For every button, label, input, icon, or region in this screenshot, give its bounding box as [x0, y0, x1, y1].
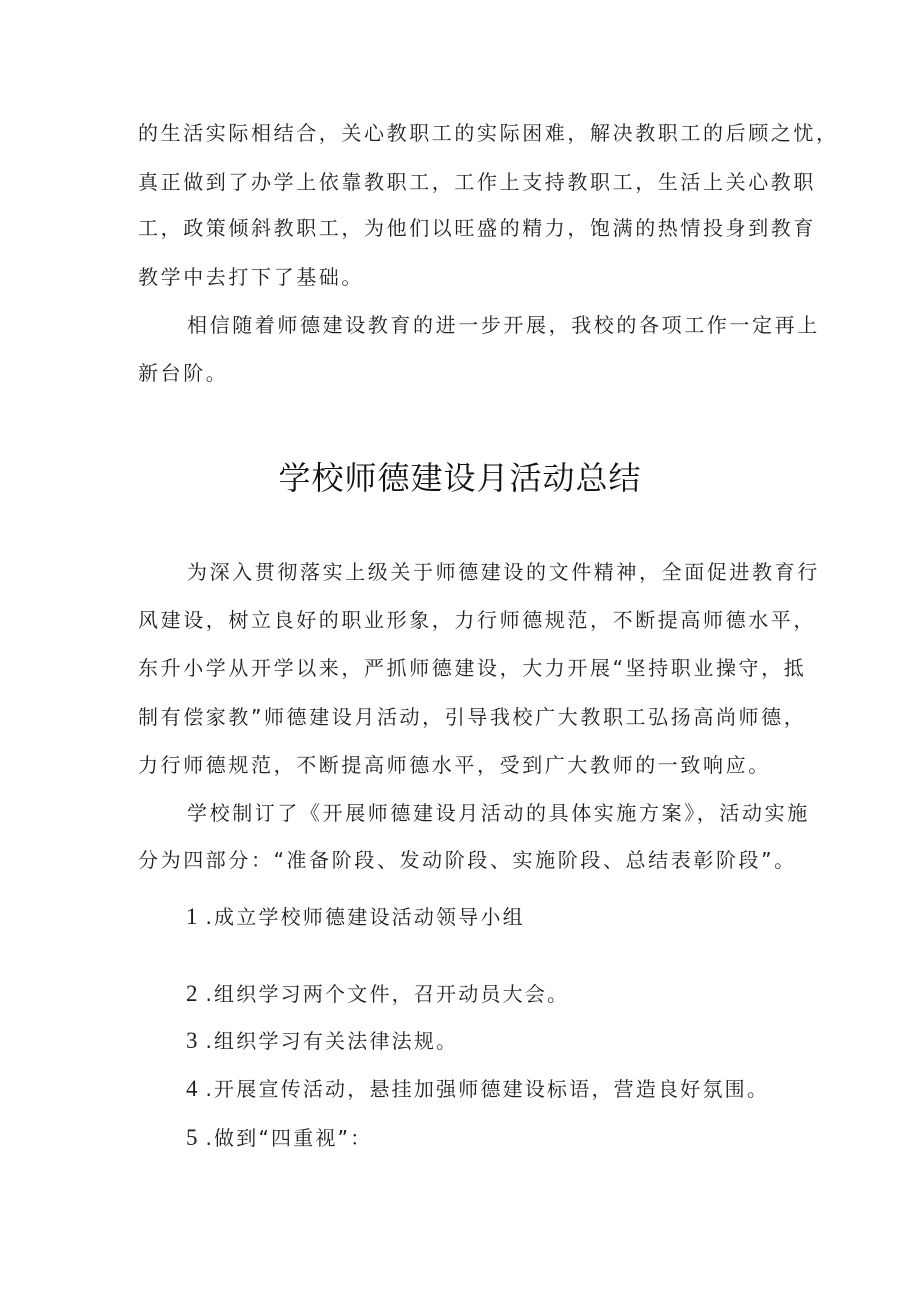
paragraph-line: 学校制订了《开展师德建设月活动的具体实施方案》，活动实施	[187, 801, 810, 825]
paragraph-line: 风建设，树立良好的职业形象，力行师德规范，不断提高师德水平，	[138, 608, 816, 632]
list-item-text: .开展宣传活动，悬挂加强师德建设标语，营造良好氛围。	[205, 1077, 770, 1101]
list-item-text: .做到“四重视”：	[205, 1126, 373, 1150]
paragraph-line: 工，政策倾斜教职工，为他们以旺盛的精力，饱满的热情投身到教育	[138, 216, 816, 240]
paragraph-line: 真正做到了办学上依靠教职工，工作上支持教职工，生活上关心教职	[138, 170, 816, 194]
paragraph-line: 分为四部分：“准备阶段、发动阶段、实施阶段、总结表彰阶段”。	[138, 848, 797, 872]
document-title: 学校师德建设月活动总结	[278, 459, 642, 497]
list-item	[186, 1074, 769, 1104]
list-item-number: 1	[186, 904, 198, 929]
list-item-text: .组织学习有关法律法规。	[205, 1029, 459, 1053]
paragraph-line: 新台阶。	[138, 361, 229, 385]
list-item-number: 3	[186, 1028, 198, 1053]
list-item-number: 2	[186, 981, 198, 1006]
list-item-text: .组织学习两个文件，召开动员大会。	[205, 982, 570, 1006]
list-item	[186, 1026, 458, 1056]
list-item-number: 5	[186, 1125, 198, 1150]
paragraph-line: 教学中去打下了基础。	[138, 265, 364, 289]
list-item	[186, 979, 569, 1009]
paragraph-line: 相信随着师德建设教育的进一步开展，我校的各项工作一定再上	[187, 313, 820, 337]
paragraph-line: 东升小学从开学以来，严抓师德建设，大力开展“坚持职业操守，抵	[138, 656, 807, 680]
list-item	[186, 1123, 372, 1153]
paragraph-line: 制有偿家教”师德建设月活动，引导我校广大教职工弘扬高尚师德，	[138, 705, 807, 729]
list-item-number: 4	[186, 1076, 198, 1101]
paragraph-line: 力行师德规范，不断提高师德水平，受到广大教师的一致响应。	[138, 753, 771, 777]
list-item	[186, 902, 525, 932]
paragraph-line: 的生活实际相结合，关心教职工的实际困难，解决教职工的后顾之忧，	[138, 121, 839, 145]
paragraph-line: 为深入贯彻落实上级关于师德建设的文件精神，全面促进教育行	[187, 560, 820, 584]
list-item-text: .成立学校师德建设活动领导小组	[205, 905, 525, 929]
